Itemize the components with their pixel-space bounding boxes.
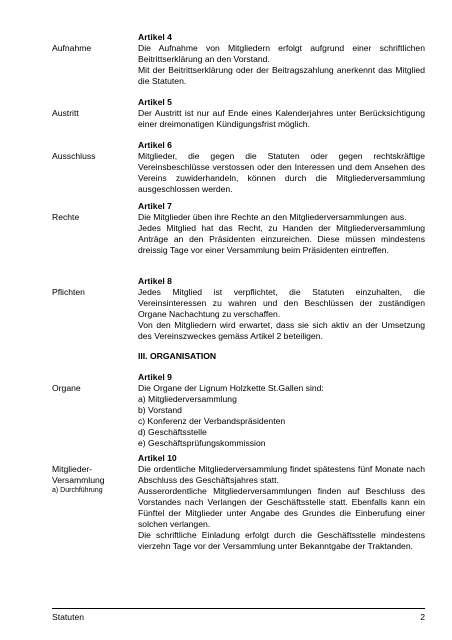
list-item: b) Vorstand (138, 405, 182, 415)
article-7 (138, 201, 425, 256)
article-paragraph: Mitglieder, die gegen die Statuten oder gegen rechtskräftige Vereinsbeschlüsse verstossen oder den Interessen und dem Ansehen des Vereins zuwiderhandeln, können durch die Mitgliederversammlung ausgeschlossen werden. (138, 151, 425, 194)
article-5 (138, 97, 425, 130)
list-item: e) Geschäftsprüfungskommission (138, 438, 266, 448)
sidebar-label-rechte: Rechte (52, 212, 80, 222)
article-heading: Artikel 8 (138, 276, 172, 286)
sidebar-label-line: Mitglieder- (52, 464, 93, 474)
article-9 (138, 372, 425, 449)
section-heading: III. ORGANISATION (138, 351, 217, 361)
article-paragraph: Die Aufnahme von Mitgliedern erfolgt aufgrund einer schriftlichen Beitrittserklärung an den Vorstand. (138, 43, 425, 64)
article-heading: Artikel 9 (138, 372, 172, 382)
sidebar-label-ausschluss: Ausschluss (52, 151, 96, 161)
article-6 (138, 140, 425, 195)
list-item: a) Mitgliederversammlung (138, 394, 237, 404)
list-item: c) Konferenz der Verbandspräsidenten (138, 416, 286, 426)
article-heading: Artikel 10 (138, 453, 177, 463)
sidebar-label-pflichten: Pflichten (52, 287, 85, 297)
article-paragraph: Ausserordentliche Mitgliederversammlungen finden auf Beschluss des Vorstandes nach Verlangen der Geschäftsstelle statt. Ebenfalls kann ein Fünftel der Mitglieder unter Angabe des Grundes die Einberufung einer solchen verlangen. (138, 486, 425, 529)
article-paragraph: Die Mitglieder üben ihre Rechte an den Mitgliederversammlungen aus. (138, 212, 407, 222)
article-10 (138, 453, 425, 552)
page-number: 2 (420, 612, 425, 622)
footer-title: Statuten (52, 612, 85, 622)
article-paragraph: Jedes Mitglied ist verpflichtet, die Statuten einzuhalten, die Vereinsinteressen zu wahren und den Beschlüssen der zuständigen Organe Nachachtung zu verschaffen. (138, 287, 425, 319)
article-paragraph: Jedes Mitglied hat das Recht, zu Handen der Mitgliederversammlung Anträge an den Präsidenten einzureichen. Diese müssen mindestens dreissig Tage vor einer Versammlung beim Präsidenten eintreffen. (138, 223, 425, 255)
article-heading: Artikel 7 (138, 201, 172, 211)
article-paragraph: Der Austritt ist nur auf Ende eines Kalenderjahres unter Berücksichtigung einer dreimonatigen Kündigungsfrist möglich. (138, 108, 425, 129)
article-heading: Artikel 4 (138, 32, 172, 42)
sidebar-label-austritt: Austritt (52, 108, 79, 118)
article-paragraph: Von den Mitgliedern wird erwartet, dass sie sich aktiv an der Umsetzung des Vereinszweckes gemäss Artikel 2 beteiligen. (138, 320, 425, 341)
footer-divider (52, 608, 425, 609)
sidebar-label-line: Versammlung (52, 475, 105, 485)
article-4 (138, 32, 425, 87)
list-item: d) Geschäftsstelle (138, 427, 207, 437)
sidebar-label-aufnahme: Aufnahme (52, 43, 92, 53)
sidebar-label-mitgliederversammlung (52, 464, 132, 495)
sidebar-label-organe: Organe (52, 383, 81, 393)
article-8 (138, 276, 425, 342)
sidebar-sublabel: a) Durchführung (52, 487, 103, 494)
article-paragraph: Mit der Beitrittserklärung oder der Beitragszahlung anerkennt das Mitglied die Statuten. (138, 65, 425, 86)
article-paragraph: Die schriftliche Einladung erfolgt durch die Geschäftsstelle mindestens vierzehn Tage vor der Versammlung unter Bekanntgabe der Traktanden. (138, 530, 425, 551)
article-paragraph: Die Organe der Lignum Holzkette St.Gallen sind: (138, 383, 324, 393)
article-heading: Artikel 6 (138, 140, 172, 150)
article-paragraph: Die ordentliche Mitgliederversammlung findet spätestens fünf Monate nach Abschluss des Geschäftsjahres statt. (138, 464, 425, 485)
article-heading: Artikel 5 (138, 97, 172, 107)
